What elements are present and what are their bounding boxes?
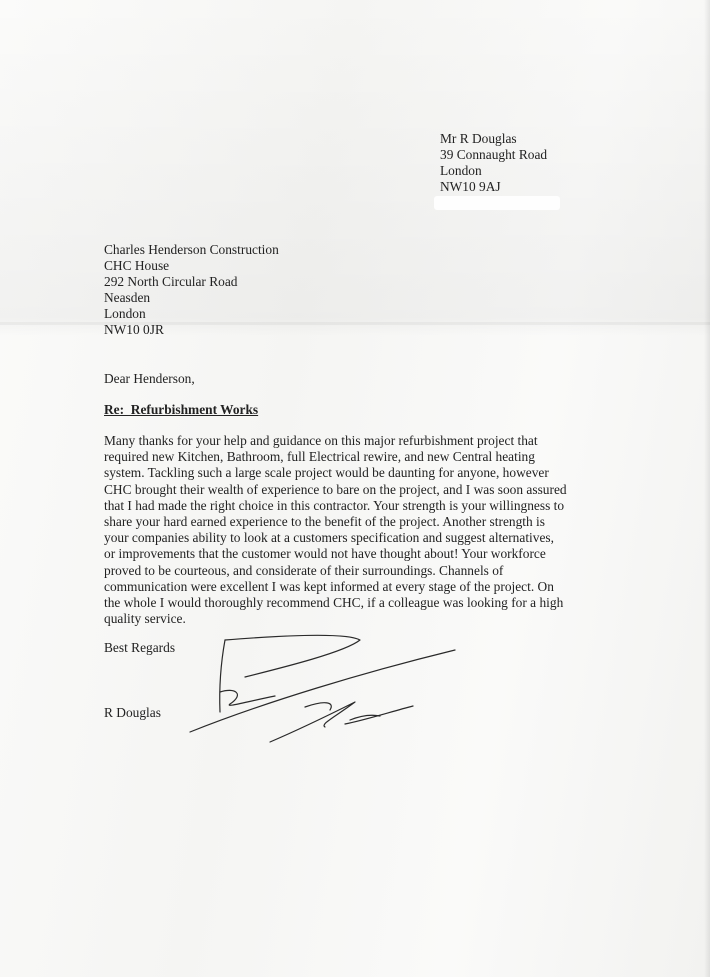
- subject-line: Re: Refurbishment Works: [104, 402, 259, 417]
- body-line: required new Kitchen, Bathroom, full Electrical rewire, and new Central heating: [104, 449, 535, 465]
- redacted-line: [434, 196, 560, 210]
- body-line: the whole I would thoroughly recommend CHC, if a colleague was looking for a high: [104, 595, 564, 611]
- recipient-postcode: NW10 0JR: [104, 322, 164, 337]
- recipient-company: Charles Henderson Construction: [104, 242, 279, 257]
- recipient-area: Neasden: [104, 290, 151, 305]
- sender-city: London: [440, 163, 482, 178]
- sender-street: 39 Connaught Road: [440, 147, 548, 162]
- recipient-street: 292 North Circular Road: [104, 274, 238, 289]
- sender-name: Mr R Douglas: [440, 131, 517, 146]
- body-line: share your hard earned experience to the benefit of the project. Another strength is: [104, 514, 545, 530]
- recipient-building: CHC House: [104, 258, 170, 273]
- body-line: that I had made the right choice in this contractor. Your strength is your willingness to: [104, 497, 565, 513]
- sender-postcode: NW10 9AJ: [440, 179, 501, 194]
- body-line: proved to be courteous, and considerate of their surroundings. Channels of: [104, 562, 504, 578]
- body-line: communication were excellent I was kept informed at every stage of the project. On: [104, 578, 554, 594]
- body-line: Many thanks for your help and guidance on this major refurbishment project that: [104, 433, 538, 448]
- signoff-name: R Douglas: [104, 705, 161, 720]
- body-line: or improvements that the customer would not have thought about! Your workforce: [104, 546, 546, 562]
- recipient-city: London: [104, 306, 146, 321]
- letter-body: [104, 433, 604, 627]
- handwritten-signature: [185, 632, 465, 747]
- body-line: your companies ability to look at a customers specification and suggest alternatives,: [104, 530, 554, 546]
- closing: Best Regards: [104, 640, 176, 655]
- body-line: quality service.: [104, 611, 186, 627]
- body-line: CHC brought their wealth of experience to bare on the project, and I was soon assured: [104, 481, 567, 497]
- salutation: Dear Henderson,: [104, 371, 195, 386]
- paper-edge-shadow: [704, 0, 710, 977]
- body-line: system. Tackling such a large scale project would be daunting for anyone, however: [104, 465, 549, 481]
